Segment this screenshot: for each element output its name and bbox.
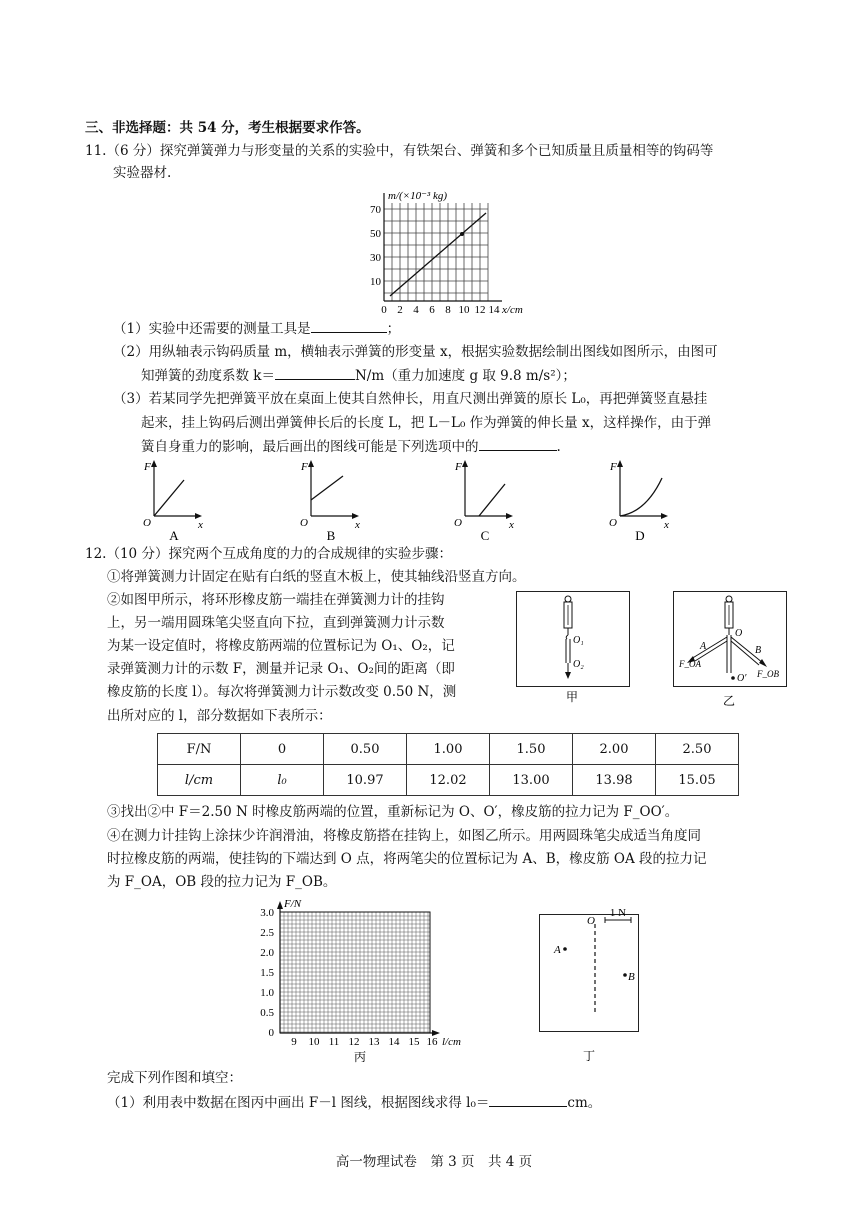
fig-bing-xtick: 11 (328, 1036, 340, 1048)
q11-ytick: 70 (370, 204, 381, 216)
q11-graph-ylabel: m/(×10⁻³ kg) (388, 190, 447, 202)
fig-bing-ytick: 0 (268, 1027, 274, 1039)
q11-xtick: 6 (429, 304, 435, 316)
q12-step3: ③找出②中 F＝2.50 N 时橡皮筋两端的位置，重新标记为 O、O′，橡皮筋的拉力记为 F_OO′。 (107, 804, 679, 820)
fig-ding-caption: 丁 (582, 1049, 596, 1063)
fig-bing-ytick: 1.0 (260, 987, 274, 999)
option-b-x: x (355, 519, 360, 531)
q11-ytick: 30 (370, 252, 381, 264)
table-cell: 2.50 (656, 734, 739, 765)
fig-yi-Oprime: O′ (737, 673, 747, 684)
fig-jia-O1: O₁ (573, 635, 584, 646)
fig-bing-xtick: 12 (348, 1036, 360, 1048)
q11-mx-graph (360, 183, 540, 318)
q12-step2-line: 橡皮筋的长度 l）。每次将弹簧测力计示数改变 0.50 N，测 (107, 684, 457, 700)
option-c-O: O (454, 517, 462, 529)
fig-yi-O: O (735, 628, 743, 639)
q12-step2-line: 录弹簧测力计的示数 F，测量并记录 O₁、O₂间的距离（即 (107, 661, 455, 677)
option-c-label: C (480, 528, 490, 542)
fig-jia-caption: 甲 (565, 690, 579, 704)
q11-stem-line1: 11.（6 分）探究弹簧弹力与形变量的关系的实验中，有铁架台、弹簧和多个已知质量且质量相等的钩码等 (85, 143, 714, 159)
q12-data-table (157, 733, 739, 796)
fig-bing-ytick: 2.0 (260, 947, 274, 959)
table-row (158, 765, 739, 796)
fig-bing-ytick: 1.5 (260, 967, 274, 979)
page-footer: 高一物理试卷 第 3 页 共 4 页 (335, 1154, 533, 1170)
option-c-F: F (455, 461, 462, 473)
q12-complete: 完成下列作图和填空： (107, 1070, 242, 1086)
fig-ding-scale: 1 N (609, 907, 627, 919)
fig-yi-caption: 乙 (722, 694, 736, 708)
q12-step1: ①将弹簧测力计固定在贴有白纸的竖直木板上，使其轴线沿竖直方向。 (107, 569, 526, 585)
option-a-F: F (144, 461, 151, 473)
fig-bing-xtick: 15 (408, 1036, 420, 1048)
section-heading: 三、非选择题：共 54 分，考生根据要求作答。 (85, 120, 370, 136)
option-b-F: F (301, 461, 308, 473)
option-a-label: A (169, 528, 179, 542)
q12-step4-line: ④在测力计挂钩上涂抹少许润滑油，将橡皮筋搭在挂钩上，如图乙所示。用两圆珠笔尖成适当角度同 (107, 828, 701, 844)
q11-p1: （1）实验中还需要的测量工具是 ； (113, 318, 400, 339)
table-cell: 0.50 (324, 734, 407, 765)
table-row (158, 734, 739, 765)
q11-xtick: 4 (413, 304, 419, 316)
q12-step2-line: 为某一设定值时，将橡皮筋两端的位置标记为 O₁、O₂，记 (107, 638, 455, 654)
q12-p1: （1）利用表中数据在图丙中画出 F－l 图线，根据图线求得 l₀＝ cm。 (107, 1092, 601, 1113)
option-d-O: O (609, 517, 617, 529)
table-cell: 1.50 (490, 734, 573, 765)
table-cell: l/cm (158, 765, 241, 796)
fig-yi (673, 591, 787, 709)
q11-xtick: 0 (381, 304, 387, 316)
q11-xtick: 2 (397, 304, 403, 316)
table-cell: l₀ (241, 765, 324, 796)
q12-step4-line: 时拉橡皮筋的两端，使挂钩的下端达到 O 点，将两笔尖的位置标记为 A、B，橡皮筋 OA 段的拉力记 (107, 851, 707, 867)
table-cell: 0 (241, 734, 324, 765)
fig-bing-ylabel: F/N (284, 898, 302, 910)
option-c-graph[interactable] (451, 456, 531, 542)
fig-ding (539, 900, 641, 1066)
q11-p2-line1: （2）用纵轴表示钩码质量 m，横轴表示弹簧的形变量 x，根据实验数据绘制出图线如图所示，由图可 (113, 344, 718, 360)
q12-step2-line: 上，另一端用圆珠笔尖竖直向下拉，直到弹簧测力计示数 (107, 615, 445, 631)
q11-xtick: 10 (458, 304, 470, 316)
table-cell: 12.02 (407, 765, 490, 796)
table-cell: 10.97 (324, 765, 407, 796)
fig-yi-FOB: F_OB (757, 669, 779, 679)
q12-p1-blank[interactable] (489, 1092, 567, 1107)
q11-ytick: 50 (370, 228, 381, 240)
option-b-O: O (300, 517, 308, 529)
q12-step2-last: 出所对应的 l，部分数据如下表所示： (107, 708, 332, 724)
option-a-graph[interactable] (140, 456, 220, 542)
q11-xtick: 14 (488, 304, 500, 316)
option-a-O: O (143, 517, 151, 529)
fig-bing-xtick: 9 (291, 1036, 297, 1048)
q12-step4-line: 为 F_OA，OB 段的拉力记为 F_OB。 (107, 874, 337, 890)
q11-p3-line3: 簧自身重力的影响，最后画出的图线可能是下列选项中的 . (141, 436, 561, 457)
q12-stem: 12.（10 分）探究两个互成角度的力的合成规律的实验步骤： (85, 546, 452, 562)
option-b-label: B (326, 528, 336, 542)
option-d-F: F (610, 461, 617, 473)
fig-ding-O: O (587, 915, 595, 927)
table-cell: 2.00 (573, 734, 656, 765)
table-cell: F/N (158, 734, 241, 765)
fig-bing-xtick: 13 (368, 1036, 380, 1048)
option-d-graph[interactable] (606, 456, 686, 542)
fig-yi-A: A (700, 641, 707, 652)
q11-xtick: 12 (474, 304, 486, 316)
fig-bing-xtick: 14 (388, 1036, 400, 1048)
fig-jia-O2: O₂ (573, 659, 584, 670)
option-a-x: x (198, 519, 203, 531)
q12-step2-line: ②如图甲所示，将环形橡皮筋一端挂在弹簧测力计的挂钩 (107, 592, 445, 608)
q11-stem-line2: 实验器材. (113, 165, 172, 181)
fig-bing-xlabel: l/cm (442, 1036, 461, 1048)
fig-bing-ytick: 2.5 (260, 927, 274, 939)
fig-ding-A: A (554, 944, 561, 956)
q11-p1-blank[interactable] (311, 318, 387, 333)
q11-p2-blank[interactable] (275, 365, 355, 380)
fig-yi-B: B (755, 645, 762, 656)
table-cell: 13.00 (490, 765, 573, 796)
fig-ding-B: B (628, 971, 635, 983)
fig-bing-xtick: 16 (426, 1036, 438, 1048)
fig-bing-ytick: 0.5 (260, 1007, 274, 1019)
fig-bing-caption: 丙 (353, 1050, 367, 1064)
q11-xtick: 8 (445, 304, 451, 316)
table-cell: 15.05 (656, 765, 739, 796)
option-d-x: x (664, 519, 669, 531)
q11-p3-line2: 起来，挂上钩码后测出弹簧伸长后的长度 L，把 L－L₀ 作为弹簧的伸长量 x，这样操作，由于弹 (141, 415, 712, 431)
table-cell: 1.00 (407, 734, 490, 765)
q11-graph-xlabel: x/cm (502, 304, 523, 316)
fig-yi-FOA: F_OA (679, 659, 701, 669)
option-b-graph[interactable] (297, 456, 377, 542)
q11-data-point (460, 232, 464, 236)
option-c-x: x (509, 519, 514, 531)
fig-bing-ytick: 3.0 (260, 907, 274, 919)
q11-ytick: 10 (370, 276, 381, 288)
table-cell: 13.98 (573, 765, 656, 796)
q11-p3-blank[interactable] (479, 436, 557, 451)
fig-bing-grid[interactable] (240, 897, 480, 1067)
q11-p2-line2: 知弹簧的劲度系数 k＝ N/m（重力加速度 g 取 9.8 m/s²）； (141, 365, 576, 386)
fig-jia (516, 591, 630, 705)
q11-p3-line1: （3）若某同学先把弹簧平放在桌面上使其自然伸长，用直尺测出弹簧的原长 L₀，再把弹簧竖直悬挂 (113, 391, 708, 407)
option-d-label: D (635, 528, 645, 542)
fig-bing-xtick: 10 (308, 1036, 320, 1048)
